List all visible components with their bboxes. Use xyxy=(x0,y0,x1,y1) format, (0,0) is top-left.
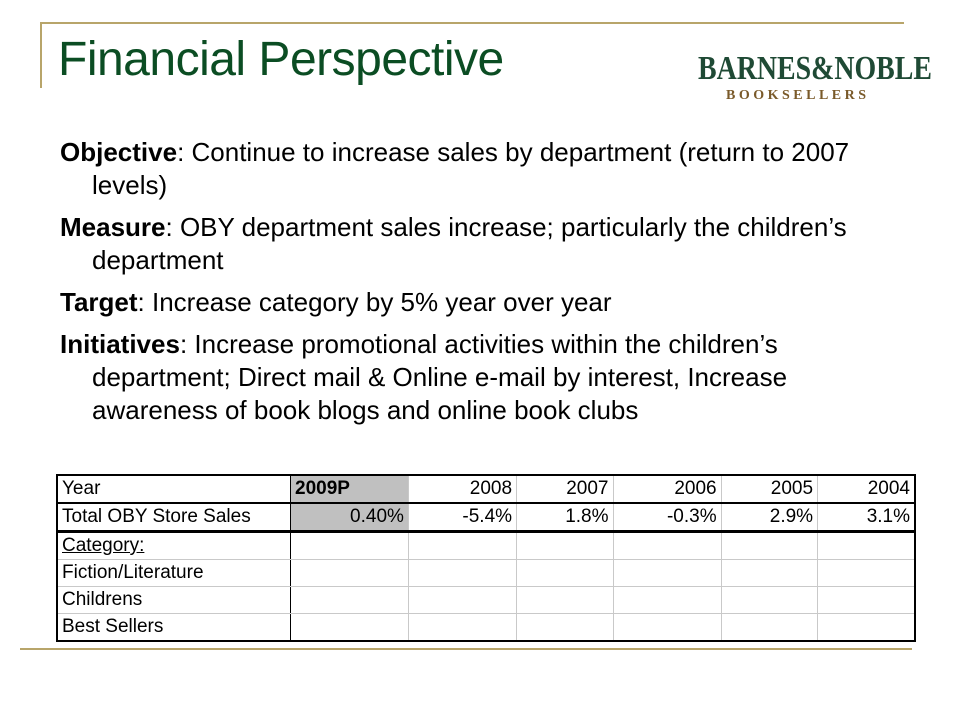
table-cell xyxy=(818,587,915,614)
bullet-initiatives xyxy=(60,328,850,427)
table-cell: 3.1% xyxy=(818,503,915,532)
table-cell xyxy=(408,614,516,642)
table-cell xyxy=(721,532,817,560)
table-cell xyxy=(517,532,613,560)
table-cell: 2007 xyxy=(517,475,613,503)
table-cell xyxy=(408,532,516,560)
table-cell xyxy=(613,587,721,614)
bullet-target xyxy=(60,286,850,319)
table-cell: 2.9% xyxy=(721,503,817,532)
table-cell xyxy=(291,587,409,614)
table-row xyxy=(57,532,915,560)
sales-table xyxy=(56,474,916,642)
bullet-label: Initiatives xyxy=(60,329,180,359)
table-row xyxy=(57,503,915,532)
table-cell: 2004 xyxy=(818,475,915,503)
logo-brand-text: BARNES&NOBLE xyxy=(698,50,932,87)
table-cell: 2009P xyxy=(291,475,409,503)
table-cell xyxy=(721,560,817,587)
logo-subtitle-text: BOOKSELLERS xyxy=(726,88,870,103)
table-cell: Childrens xyxy=(57,587,291,614)
table-cell xyxy=(613,614,721,642)
table-header-row xyxy=(57,475,915,503)
bullet-objective xyxy=(60,136,850,202)
table-cell xyxy=(818,614,915,642)
table-cell: -0.3% xyxy=(613,503,721,532)
table-cell xyxy=(613,532,721,560)
frame-top-rule xyxy=(40,22,904,24)
barnes-noble-logo xyxy=(698,50,932,108)
table-cell: Total OBY Store Sales xyxy=(57,503,291,532)
table-cell: 0.40% xyxy=(291,503,409,532)
table-cell xyxy=(291,560,409,587)
table-cell: Year xyxy=(57,475,291,503)
table-cell xyxy=(291,614,409,642)
bullet-list xyxy=(60,136,850,436)
table-row xyxy=(57,560,915,587)
table-cell xyxy=(818,532,915,560)
slide-title: Financial Perspective xyxy=(58,33,504,86)
table-cell xyxy=(613,560,721,587)
frame-left-rule xyxy=(40,22,42,88)
bullet-text: : OBY department sales increase; particularly the children’s department xyxy=(92,212,847,275)
table-cell xyxy=(57,532,291,560)
table-cell xyxy=(291,532,409,560)
table-cell: Fiction/Literature xyxy=(57,560,291,587)
table-row xyxy=(57,587,915,614)
table-cell xyxy=(517,614,613,642)
table-cell xyxy=(517,587,613,614)
bullet-measure xyxy=(60,211,850,277)
table-cell xyxy=(721,587,817,614)
table-cell: 2006 xyxy=(613,475,721,503)
table-cell xyxy=(721,614,817,642)
table-cell xyxy=(408,560,516,587)
table-cell: 1.8% xyxy=(517,503,613,532)
bullet-label: Target xyxy=(60,287,138,317)
category-label: Category: xyxy=(62,535,145,556)
table-cell: 2005 xyxy=(721,475,817,503)
bullet-label: Objective xyxy=(60,137,178,167)
table-cell: Best Sellers xyxy=(57,614,291,642)
bullet-label: Measure xyxy=(60,212,166,242)
bullet-text: : Increase category by 5% year over year xyxy=(137,287,612,317)
table-cell xyxy=(517,560,613,587)
table-cell: 2008 xyxy=(408,475,516,503)
frame-bottom-rule xyxy=(20,648,912,650)
bullet-text: : Continue to increase sales by department (return to 2007 levels) xyxy=(92,137,850,200)
table-cell xyxy=(408,587,516,614)
table-cell: -5.4% xyxy=(408,503,516,532)
table-row xyxy=(57,614,915,642)
table-cell xyxy=(818,560,915,587)
bullet-text: : Increase promotional activities within the children’s department; Direct mail & Online e-mail by interest, Increase awareness of book blogs and online book clubs xyxy=(92,329,788,425)
